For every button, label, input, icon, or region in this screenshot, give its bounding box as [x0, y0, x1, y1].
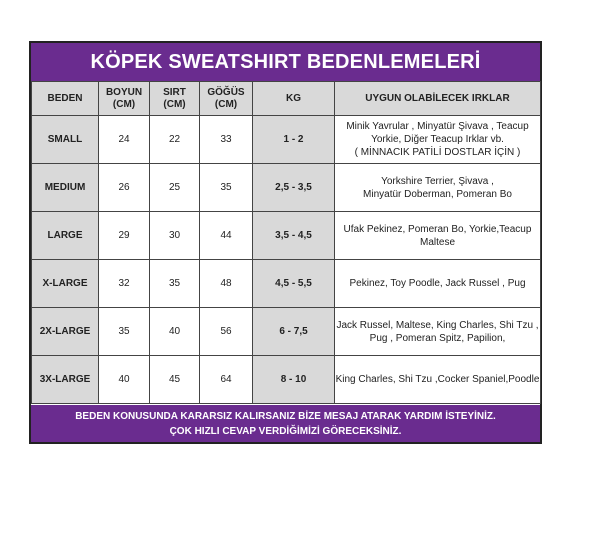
- footer-note: [31, 405, 540, 442]
- header-sirt: [150, 82, 200, 116]
- size-cell: X-LARGE: [32, 260, 99, 308]
- table-row: [32, 164, 541, 212]
- gogus-cell: 33: [200, 116, 253, 164]
- size-cell: LARGE: [32, 212, 99, 260]
- breed-line: Yorkie, Diğer Teacup Irklar vb.: [371, 134, 504, 145]
- header-kg: KG: [253, 82, 335, 116]
- gogus-cell: 35: [200, 164, 253, 212]
- chart-title: KÖPEK SWEATSHIRT BEDENLEMELERİ: [31, 43, 540, 81]
- gogus-cell: 44: [200, 212, 253, 260]
- breed-line: King Charles, Shi Tzu ,Cocker Spaniel,Poodle: [335, 374, 540, 385]
- table-row: [32, 260, 541, 308]
- breeds-cell: [335, 260, 541, 308]
- breed-line: ( MİNNACIK PATİLİ DOSTLAR İÇİN ): [354, 147, 521, 158]
- table-row: [32, 356, 541, 404]
- header-gogus: [200, 82, 253, 116]
- breed-line: Pekinez, Toy Poodle, Jack Russel , Pug: [349, 278, 526, 289]
- breeds-cell: [335, 116, 541, 164]
- sirt-cell: 35: [150, 260, 200, 308]
- breeds-cell: [335, 356, 541, 404]
- size-cell: MEDIUM: [32, 164, 99, 212]
- header-irklar: UYGUN OLABİLECEK IRKLAR: [335, 82, 541, 116]
- boyun-cell: 40: [99, 356, 150, 404]
- size-cell: SMALL: [32, 116, 99, 164]
- gogus-cell: 48: [200, 260, 253, 308]
- breeds-cell: [335, 212, 541, 260]
- boyun-cell: 29: [99, 212, 150, 260]
- kg-cell: 4,5 - 5,5: [253, 260, 335, 308]
- footer-line-2: ÇOK HIZLI CEVAP VERDİĞİMİZİ GÖRECEKSİNİZ.: [169, 426, 402, 437]
- sirt-cell: 45: [150, 356, 200, 404]
- size-cell: 3X-LARGE: [32, 356, 99, 404]
- table-header-row: [32, 82, 541, 116]
- header-sirt-label: SIRT: [163, 86, 186, 98]
- breed-line: Jack Russel, Maltese, King Charles, Shi Tzu ,: [336, 319, 539, 331]
- kg-cell: 3,5 - 4,5: [253, 212, 335, 260]
- breed-line: Pug , Pomeran Spitz, Papilion,: [369, 332, 506, 344]
- sirt-cell: 25: [150, 164, 200, 212]
- kg-cell: 1 - 2: [253, 116, 335, 164]
- sirt-cell: 40: [150, 308, 200, 356]
- kg-cell: 6 - 7,5: [253, 308, 335, 356]
- boyun-cell: 35: [99, 308, 150, 356]
- sirt-cell: 22: [150, 116, 200, 164]
- breed-line: Yorkshire Terrier, Şivava ,: [381, 175, 494, 187]
- breeds-cell: [335, 308, 541, 356]
- table-row: [32, 212, 541, 260]
- table-row: [32, 308, 541, 356]
- gogus-cell: 56: [200, 308, 253, 356]
- size-cell: 2X-LARGE: [32, 308, 99, 356]
- size-table: [31, 81, 541, 404]
- header-sirt-unit: (CM): [163, 98, 186, 110]
- header-gogus-unit: (CM): [214, 98, 238, 110]
- breed-line: Maltese: [419, 236, 455, 248]
- breeds-cell: [335, 164, 541, 212]
- boyun-cell: 26: [99, 164, 150, 212]
- breed-line: Ufak Pekinez, Pomeran Bo, Yorkie,Teacup: [343, 223, 532, 235]
- footer-line-1: BEDEN KONUSUNDA KARARSIZ KALIRSANIZ BİZE MESAJ ATARAK YARDIM İSTEYİNİZ.: [75, 411, 496, 422]
- kg-cell: 2,5 - 3,5: [253, 164, 335, 212]
- boyun-cell: 24: [99, 116, 150, 164]
- gogus-cell: 64: [200, 356, 253, 404]
- header-gogus-label: GÖĞÜS: [207, 86, 245, 98]
- header-boyun-unit: (CM): [112, 98, 136, 110]
- boyun-cell: 32: [99, 260, 150, 308]
- header-beden: BEDEN: [32, 82, 99, 116]
- sirt-cell: 30: [150, 212, 200, 260]
- breed-line: Minyatür Doberman, Pomeran Bo: [363, 188, 512, 200]
- header-boyun: [99, 82, 150, 116]
- kg-cell: 8 - 10: [253, 356, 335, 404]
- table-row: [32, 116, 541, 164]
- header-boyun-label: BOYUN: [105, 86, 143, 98]
- size-chart: [29, 41, 542, 444]
- breed-line: Minik Yavrular , Minyatür Şivava , Teacup: [346, 121, 529, 132]
